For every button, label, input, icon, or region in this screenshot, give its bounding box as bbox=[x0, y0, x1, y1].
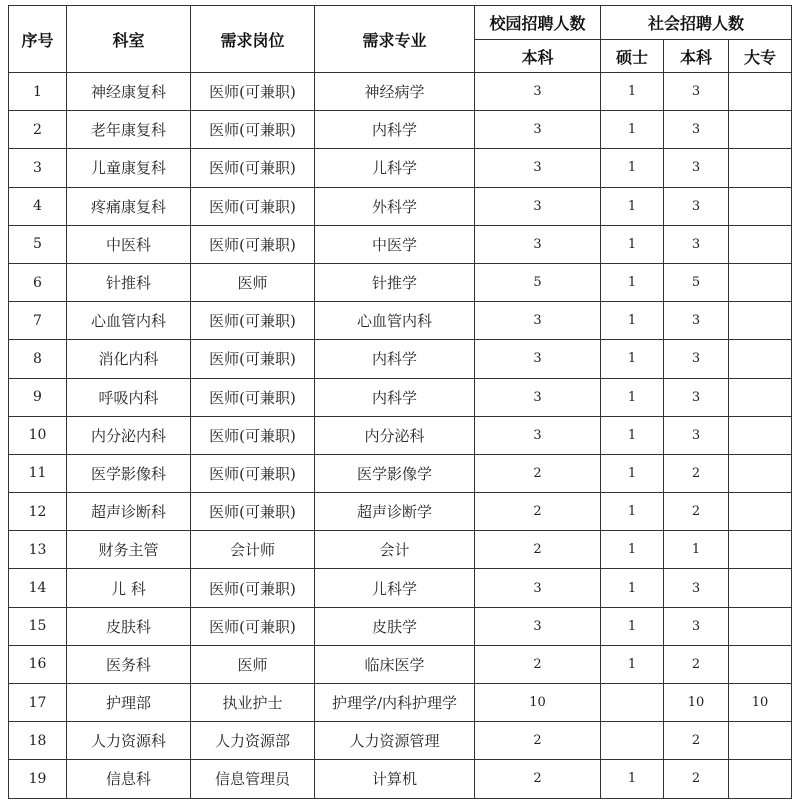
cell-department: 信息科 bbox=[67, 760, 191, 798]
cell-social-master: 1 bbox=[601, 607, 664, 645]
cell-social-college bbox=[729, 454, 792, 492]
cell-position: 医师(可兼职) bbox=[191, 73, 315, 111]
cell-position: 医师(可兼职) bbox=[191, 569, 315, 607]
cell-department: 财务主管 bbox=[67, 531, 191, 569]
cell-position: 医师(可兼职) bbox=[191, 302, 315, 340]
cell-social-college bbox=[729, 302, 792, 340]
cell-social-bachelor: 2 bbox=[664, 645, 729, 683]
cell-major: 针推学 bbox=[315, 263, 475, 301]
cell-social-master: 1 bbox=[601, 302, 664, 340]
cell-social-master: 1 bbox=[601, 340, 664, 378]
cell-social-college bbox=[729, 263, 792, 301]
cell-social-bachelor: 3 bbox=[664, 225, 729, 263]
cell-social-master: 1 bbox=[601, 645, 664, 683]
table-row bbox=[9, 263, 792, 301]
cell-index: 17 bbox=[9, 684, 67, 722]
table-row bbox=[9, 378, 792, 416]
table-row bbox=[9, 225, 792, 263]
cell-social-bachelor: 3 bbox=[664, 569, 729, 607]
cell-social-master: 1 bbox=[601, 111, 664, 149]
recruitment-table-container bbox=[8, 5, 792, 799]
cell-position: 医师 bbox=[191, 263, 315, 301]
cell-campus-bachelor: 3 bbox=[475, 607, 601, 645]
cell-social-master bbox=[601, 722, 664, 760]
table-row bbox=[9, 111, 792, 149]
header-department: 科室 bbox=[67, 6, 191, 73]
cell-social-college bbox=[729, 493, 792, 531]
cell-major: 儿科学 bbox=[315, 569, 475, 607]
table-row bbox=[9, 416, 792, 454]
table-row bbox=[9, 607, 792, 645]
cell-index: 13 bbox=[9, 531, 67, 569]
cell-major: 人力资源管理 bbox=[315, 722, 475, 760]
cell-campus-bachelor: 5 bbox=[475, 263, 601, 301]
cell-social-bachelor: 3 bbox=[664, 416, 729, 454]
cell-social-college: 10 bbox=[729, 684, 792, 722]
cell-campus-bachelor: 2 bbox=[475, 493, 601, 531]
cell-social-master: 1 bbox=[601, 454, 664, 492]
table-row bbox=[9, 684, 792, 722]
cell-department: 儿 科 bbox=[67, 569, 191, 607]
cell-social-college bbox=[729, 531, 792, 569]
table-row bbox=[9, 569, 792, 607]
cell-index: 2 bbox=[9, 111, 67, 149]
cell-social-bachelor: 2 bbox=[664, 454, 729, 492]
cell-campus-bachelor: 3 bbox=[475, 569, 601, 607]
cell-major: 外科学 bbox=[315, 187, 475, 225]
cell-index: 5 bbox=[9, 225, 67, 263]
cell-social-college bbox=[729, 416, 792, 454]
cell-position: 医师(可兼职) bbox=[191, 111, 315, 149]
cell-social-bachelor: 3 bbox=[664, 187, 729, 225]
cell-index: 18 bbox=[9, 722, 67, 760]
cell-major: 计算机 bbox=[315, 760, 475, 798]
header-index: 序号 bbox=[9, 6, 67, 73]
cell-social-master: 1 bbox=[601, 531, 664, 569]
cell-index: 3 bbox=[9, 149, 67, 187]
cell-index: 19 bbox=[9, 760, 67, 798]
cell-social-master: 1 bbox=[601, 760, 664, 798]
cell-social-bachelor: 3 bbox=[664, 73, 729, 111]
cell-position: 医师(可兼职) bbox=[191, 340, 315, 378]
cell-position: 会计师 bbox=[191, 531, 315, 569]
cell-index: 9 bbox=[9, 378, 67, 416]
cell-campus-bachelor: 3 bbox=[475, 302, 601, 340]
header-campus-recruitment: 校园招聘人数 bbox=[475, 6, 601, 40]
cell-social-bachelor: 5 bbox=[664, 263, 729, 301]
cell-position: 医师(可兼职) bbox=[191, 149, 315, 187]
cell-index: 16 bbox=[9, 645, 67, 683]
header-row-top bbox=[9, 6, 792, 40]
table-row bbox=[9, 760, 792, 798]
cell-position: 医师 bbox=[191, 645, 315, 683]
cell-position: 医师(可兼职) bbox=[191, 454, 315, 492]
table-row bbox=[9, 493, 792, 531]
cell-major: 儿科学 bbox=[315, 149, 475, 187]
cell-social-college bbox=[729, 607, 792, 645]
cell-index: 4 bbox=[9, 187, 67, 225]
cell-social-bachelor: 3 bbox=[664, 149, 729, 187]
cell-social-master: 1 bbox=[601, 569, 664, 607]
cell-department: 呼吸内科 bbox=[67, 378, 191, 416]
cell-department: 消化内科 bbox=[67, 340, 191, 378]
cell-social-college bbox=[729, 378, 792, 416]
header-campus-bachelor: 本科 bbox=[475, 40, 601, 73]
cell-social-master: 1 bbox=[601, 416, 664, 454]
cell-major: 会计 bbox=[315, 531, 475, 569]
cell-major: 超声诊断学 bbox=[315, 493, 475, 531]
cell-index: 11 bbox=[9, 454, 67, 492]
cell-social-bachelor: 2 bbox=[664, 760, 729, 798]
cell-index: 7 bbox=[9, 302, 67, 340]
cell-social-college bbox=[729, 645, 792, 683]
cell-campus-bachelor: 2 bbox=[475, 722, 601, 760]
cell-index: 15 bbox=[9, 607, 67, 645]
cell-department: 中医科 bbox=[67, 225, 191, 263]
cell-department: 医务科 bbox=[67, 645, 191, 683]
cell-department: 心血管内科 bbox=[67, 302, 191, 340]
header-social-bachelor: 本科 bbox=[664, 40, 729, 73]
table-row bbox=[9, 149, 792, 187]
cell-position: 医师(可兼职) bbox=[191, 225, 315, 263]
cell-position: 执业护士 bbox=[191, 684, 315, 722]
cell-campus-bachelor: 3 bbox=[475, 73, 601, 111]
cell-social-college bbox=[729, 569, 792, 607]
table-body bbox=[9, 73, 792, 799]
cell-campus-bachelor: 3 bbox=[475, 149, 601, 187]
cell-social-college bbox=[729, 149, 792, 187]
table-header bbox=[9, 6, 792, 73]
cell-campus-bachelor: 3 bbox=[475, 111, 601, 149]
cell-social-master: 1 bbox=[601, 225, 664, 263]
cell-major: 皮肤学 bbox=[315, 607, 475, 645]
cell-social-college bbox=[729, 111, 792, 149]
table-row bbox=[9, 73, 792, 111]
cell-major: 内科学 bbox=[315, 340, 475, 378]
cell-department: 医学影像科 bbox=[67, 454, 191, 492]
cell-major: 内科学 bbox=[315, 378, 475, 416]
table-row bbox=[9, 187, 792, 225]
cell-department: 儿童康复科 bbox=[67, 149, 191, 187]
cell-campus-bachelor: 3 bbox=[475, 416, 601, 454]
cell-social-bachelor: 3 bbox=[664, 378, 729, 416]
cell-index: 6 bbox=[9, 263, 67, 301]
cell-major: 内科学 bbox=[315, 111, 475, 149]
cell-major: 内分泌科 bbox=[315, 416, 475, 454]
cell-social-bachelor: 3 bbox=[664, 302, 729, 340]
cell-index: 14 bbox=[9, 569, 67, 607]
cell-index: 1 bbox=[9, 73, 67, 111]
cell-campus-bachelor: 3 bbox=[475, 378, 601, 416]
cell-social-bachelor: 2 bbox=[664, 493, 729, 531]
cell-campus-bachelor: 10 bbox=[475, 684, 601, 722]
table-row bbox=[9, 722, 792, 760]
cell-social-college bbox=[729, 225, 792, 263]
cell-department: 老年康复科 bbox=[67, 111, 191, 149]
header-position: 需求岗位 bbox=[191, 6, 315, 73]
cell-major: 临床医学 bbox=[315, 645, 475, 683]
cell-index: 8 bbox=[9, 340, 67, 378]
cell-position: 医师(可兼职) bbox=[191, 607, 315, 645]
cell-index: 12 bbox=[9, 493, 67, 531]
cell-social-college bbox=[729, 73, 792, 111]
cell-position: 医师(可兼职) bbox=[191, 378, 315, 416]
table-row bbox=[9, 340, 792, 378]
cell-index: 10 bbox=[9, 416, 67, 454]
cell-social-master: 1 bbox=[601, 263, 664, 301]
cell-social-bachelor: 10 bbox=[664, 684, 729, 722]
cell-social-master: 1 bbox=[601, 73, 664, 111]
cell-department: 皮肤科 bbox=[67, 607, 191, 645]
cell-major: 中医学 bbox=[315, 225, 475, 263]
cell-social-college bbox=[729, 722, 792, 760]
header-social-college: 大专 bbox=[729, 40, 792, 73]
cell-position: 医师(可兼职) bbox=[191, 187, 315, 225]
cell-position: 人力资源部 bbox=[191, 722, 315, 760]
cell-department: 神经康复科 bbox=[67, 73, 191, 111]
cell-campus-bachelor: 3 bbox=[475, 187, 601, 225]
cell-major: 医学影像学 bbox=[315, 454, 475, 492]
cell-major: 护理学/内科护理学 bbox=[315, 684, 475, 722]
cell-department: 超声诊断科 bbox=[67, 493, 191, 531]
cell-social-bachelor: 2 bbox=[664, 722, 729, 760]
cell-social-bachelor: 3 bbox=[664, 340, 729, 378]
cell-social-bachelor: 3 bbox=[664, 607, 729, 645]
cell-department: 内分泌内科 bbox=[67, 416, 191, 454]
cell-social-college bbox=[729, 760, 792, 798]
table-row bbox=[9, 454, 792, 492]
cell-social-master bbox=[601, 684, 664, 722]
cell-campus-bachelor: 2 bbox=[475, 531, 601, 569]
cell-social-master: 1 bbox=[601, 187, 664, 225]
cell-position: 医师(可兼职) bbox=[191, 416, 315, 454]
cell-department: 护理部 bbox=[67, 684, 191, 722]
recruitment-table bbox=[8, 5, 792, 799]
cell-major: 心血管内科 bbox=[315, 302, 475, 340]
cell-campus-bachelor: 2 bbox=[475, 760, 601, 798]
cell-social-college bbox=[729, 187, 792, 225]
header-major: 需求专业 bbox=[315, 6, 475, 73]
cell-campus-bachelor: 3 bbox=[475, 225, 601, 263]
table-row bbox=[9, 645, 792, 683]
cell-department: 人力资源科 bbox=[67, 722, 191, 760]
header-social-master: 硕士 bbox=[601, 40, 664, 73]
cell-major: 神经病学 bbox=[315, 73, 475, 111]
cell-social-master: 1 bbox=[601, 378, 664, 416]
cell-campus-bachelor: 2 bbox=[475, 645, 601, 683]
cell-department: 疼痛康复科 bbox=[67, 187, 191, 225]
cell-social-bachelor: 3 bbox=[664, 111, 729, 149]
cell-department: 针推科 bbox=[67, 263, 191, 301]
cell-social-college bbox=[729, 340, 792, 378]
table-row bbox=[9, 302, 792, 340]
cell-social-master: 1 bbox=[601, 149, 664, 187]
cell-social-bachelor: 1 bbox=[664, 531, 729, 569]
cell-social-master: 1 bbox=[601, 493, 664, 531]
header-social-recruitment: 社会招聘人数 bbox=[601, 6, 792, 40]
cell-campus-bachelor: 2 bbox=[475, 454, 601, 492]
cell-campus-bachelor: 3 bbox=[475, 340, 601, 378]
table-row bbox=[9, 531, 792, 569]
cell-position: 医师(可兼职) bbox=[191, 493, 315, 531]
cell-position: 信息管理员 bbox=[191, 760, 315, 798]
